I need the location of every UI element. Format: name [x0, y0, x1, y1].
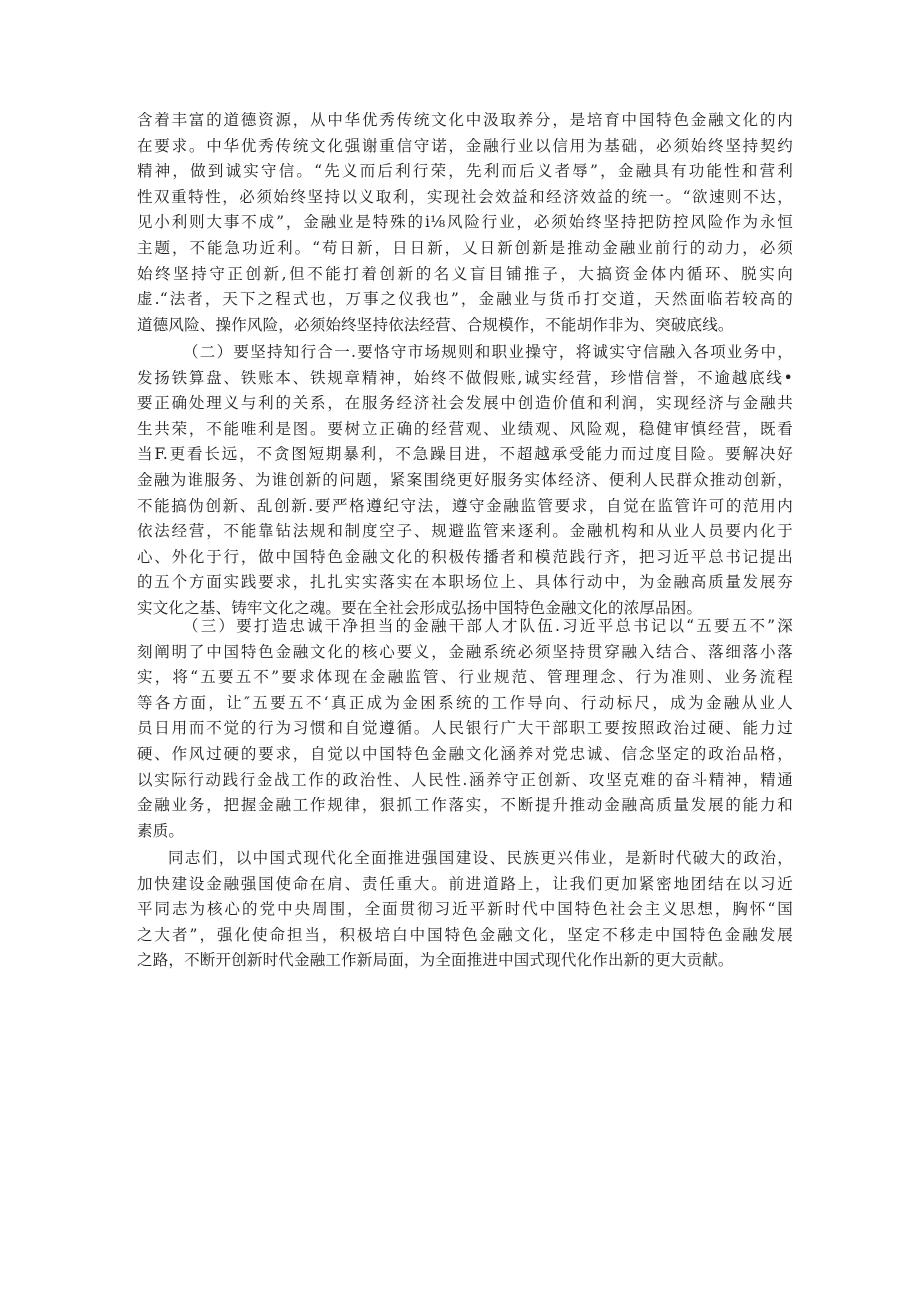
text-line: 要正确处理义与利的关系，在服务经济社会发展中创造价值和利润，实现经济与金融共 [137, 394, 793, 413]
text-line: 的五个方面实践要求，扎扎实实落实在本职场位上、具体行动中，为金融高质量发展夯 [137, 573, 793, 592]
text-line: 同志们，以中国式现代化全面推进强国建设、民族更兴伟业，是新时代破大的政治， [168, 849, 793, 867]
text-line: 主题，不能急功近利。“苟日新，日日新，乂日新创新是推动金融业前行的动力，必须 [137, 238, 793, 257]
text-line: 实文化之基、铸牢文化之魂。要在全社会形成弘扬中国特色金融文化的浓厚品困。 [137, 598, 703, 617]
paragraph-talent-team [137, 614, 793, 844]
text-line: （三）要打造忠诚干净担当的金融干部人才队伍.习近平总书记以“五要五不”深 [183, 617, 793, 635]
text-line: 精神，做到诚实守信。“先义而后利行荣，先利而后义者辱”，金融具有功能性和营利 [137, 162, 793, 181]
text-line: 刻阐明了中国特色金融文化的核心要义，金融系统必须坚持贯穿融入结合、落细落小落 [137, 642, 793, 661]
text-line: （二）要坚持知行合一.要恪守市场规则和职业操守，将诚实守信融入各项业务中， [183, 343, 793, 361]
text-line: 性双重特性，必须始终坚持以义取利，实现社会效益和经济效益的统一。“欲速则不达， [137, 187, 793, 206]
text-line: 见小利则大事不成”，金融业是特殊的i⅛风险行业，必须始终坚持把防控风险作为永恒 [137, 213, 793, 232]
text-line: 始终坚持守正创新,但不能打着创新的名义盲目铺推子，大搞资金体内循环、脱实向 [137, 264, 793, 283]
text-line: 加快建设金融强国使命在肩、责任重大。前进道路上，让我们更加紧密地团结在以习近 [137, 874, 793, 893]
paragraph-knowledge-action [137, 340, 793, 622]
text-line: 金融为谁服务、为谁创新的问题，紧案围绕更好服务实体经济、便利人民群众推动创新， [137, 470, 793, 489]
text-line: 在要求。中华优秀传统文化强谢重信守诺，金融行业以信用为基础，必须始终坚持契约 [137, 136, 793, 155]
text-line: 不能搞伪创新、乱创新.要严格遵纪守法，遵守金融监管要求，自觉在监管许可的范用内 [137, 496, 793, 515]
text-line: 实，将“五要五不”要求体现在金融监管、行业规范、管理理念、行为准则、业务流程 [137, 668, 793, 687]
text-line: 等各方面，让″五要五不‘真正成为金困系统的工作导向、行动标尺，成为金融从业人 [137, 693, 793, 712]
text-line: 员日用而不觉的行为习惯和自觉遵循。人民银行广大干部职工要按照政治过硬、能力过 [137, 719, 793, 738]
text-line: 生共荣，不能唯利是图。要树立正确的经营观、业绩观、风险观，稳健审慎经营，既看 [137, 419, 793, 438]
text-line: 金融业务，把握金融工作规律，狠抓工作落实，不断提升推动金融高质量发展的能力和 [137, 796, 793, 815]
text-line: 平同志为核心的党中央周围，全面贯彻习近平新时代中国特色社会主义思想，胸怀“国 [137, 900, 793, 919]
paragraph-cultural-resources [137, 108, 793, 338]
text-line: 含着丰富的道德资源，从中华优秀传统文化中汲取养分，是培育中国特色金融文化的内 [137, 111, 793, 129]
text-line: 心、外化于行，做中国特色金融文化的积极传播者和模范践行齐，把习近平总书记提出 [137, 547, 793, 566]
text-line: 依法经营，不能靠钻法规和制度空子、规避监管来逐利。金融机构和从业人员要内化于 [137, 522, 793, 541]
text-line: 素质。 [137, 821, 185, 840]
paragraph-closing [137, 846, 793, 974]
text-line: 发扬铁算盘、铁账本、铁规章精神，始终不做假账,诚实经营，珍惜信誉，不逾越底线• [137, 368, 793, 387]
text-line: 以实际行动践行金战工作的政治性、人民性.涵养守正创新、攻坚克难的奋斗精神，精通 [137, 770, 793, 789]
text-line: 道德风险、操作风险，必须始终坚持依法经营、合规模作，不能胡作非为、突破底线。 [137, 315, 734, 334]
text-line: 硬、作风过硬的要求，自觉以中国特色金融文化涵养对党忠诚、信念坚定的政治品格， [137, 744, 793, 763]
text-line: 当F.更看长远，不贪图短期暴利，不急躁目进，不超越承受能力而过度目险。要解决好 [137, 445, 793, 464]
text-line: 虚.“法者，天下之程式也，万事之仪我也”，金融业与货币打交道，天然面临若较高的 [137, 290, 793, 309]
text-line: 之路，不断开创新时代金融工作新局面，为全面推进中国式现代化作出新的更大贡献。 [137, 951, 734, 970]
text-line: 之大者”，强化使命担当，积极培白中国特色金融文化，坚定不移走中国特色金融发展 [137, 925, 793, 944]
